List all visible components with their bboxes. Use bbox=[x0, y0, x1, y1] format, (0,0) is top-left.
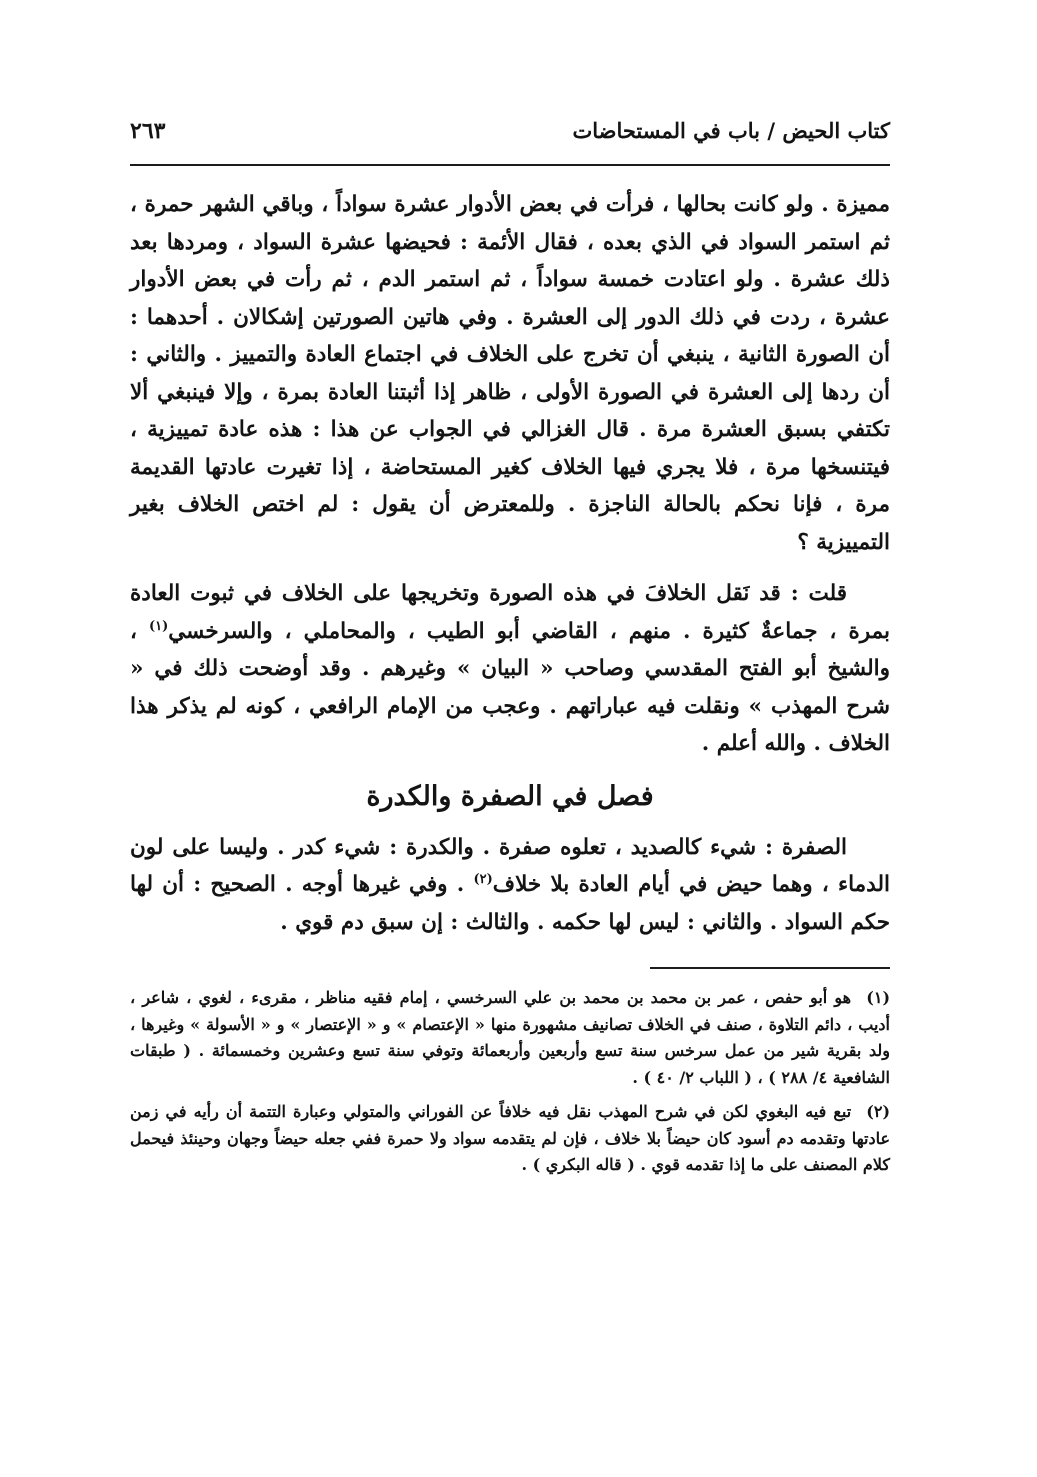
footnote-1-number: (١) bbox=[866, 988, 891, 1007]
footnote-2-number: (٢) bbox=[866, 1102, 891, 1121]
footnote-ref-2[interactable]: (٢) bbox=[473, 871, 493, 887]
paragraph-3-text-b: . وفي غيرها أوجه . الصحيح : أن لها حكم السواد . والثاني : ليس لها حكمه . والثالث : إن سبق دم قوي . bbox=[130, 872, 890, 935]
footnote-2-text: تبع فيه البغوي لكن في شرح المهذب نقل فيه خلافاً عن الفوراني والمتولي وعبارة التتمة أن رأيه في زمن عادتها وتقدمه دم أسود كان حيضاً بلا خلاف ، فإن لم يتقدمه سواد ولا حمرة ففي جعله حيضاً وجهان وحينئذ فيحمل كلام المصنف على ما إذا تقدمه قوي . ( قاله البكري ) . bbox=[130, 1102, 890, 1174]
paragraph-2-lead: قلت : bbox=[790, 581, 847, 606]
paragraph-3-text-a: الصفرة : شيء كالصديد ، تعلوه صفرة . والكدرة : شيء كدر . وليسا على لون الدماء ، وهما حيض في أيام العادة بلا خلاف bbox=[130, 834, 890, 897]
footnote-ref-1[interactable]: (١) bbox=[148, 618, 169, 634]
paragraph-1: مميزة . ولو كانت بحالها ، فرأت في بعض الأدوار عشرة سواداً ، وباقي الشهر حمرة ، ثم استمر السواد في الذي بعده ، فقال الأئمة : فحيضها عشرة السواد ، ومردها بعد ذلك عشرة . ولو اعتادت خمسة سواداً ، ثم استمر الدم ، ثم رأت في بعض الأدوار عشرة ، ردت في ذلك الدور إلى العشرة . وفي هاتين الصورتين إشكالان . أحدهما : أن الصورة الثانية ، ينبغي أن تخرج على الخلاف في اجتماع العادة والتمييز . والثاني : أن ردها إلى العشرة في الصورة الأولى ، ظاهر إذا أثبتنا العادة بمرة ، وإلا فينبغي ألا تكتفي بسبق العشرة مرة . قال الغزالي في الجواب عن هذا : هذه عادة تمييزية ، فيتنسخها مرة ، فلا يجري فيها الخلاف كغير المستحاضة ، إذا تغيرت عادتها القديمة مرة ، فإنا نحكم بالحالة الناجزة . وللمعترض أن يقول : لم اختص الخلاف بغير التمييزية ؟ bbox=[130, 192, 890, 555]
page-number: ٢٦٣ bbox=[130, 118, 166, 144]
footnote-1-text: هو أبو حفص ، عمر بن محمد بن محمد بن علي السرخسي ، إمام فقيه مناظر ، مقرىء ، لغوي ، شاعر ، أديب ، دائم التلاوة ، صنف في الخلاف تصانيف مشهورة منها « الإعتصام » و « الإعتصار » و « الأسولة » وغيرها ، ولد بقرية شير من عمل سرخس سنة تسع وأربعين وأربعمائة وتوفي سنة تسع وعشرين وخمسمائة . ( طبقات الشافعية ٤/ ٢٨٨ ) ، ( اللباب ٢/ ٤٠ ) . bbox=[130, 988, 890, 1087]
footnote-divider bbox=[650, 967, 890, 969]
running-header bbox=[130, 118, 890, 162]
footnote-1 bbox=[130, 985, 890, 1091]
paragraph-2 bbox=[130, 575, 890, 763]
header-title: كتاب الحيض / باب في المستحاضات bbox=[572, 118, 890, 143]
paragraph-3 bbox=[130, 829, 890, 942]
book-page bbox=[130, 118, 890, 1187]
paragraph-2-text-a: قد نَقل الخلافَ في هذه الصورة وتخريجها على الخلاف في ثبوت العادة بمرة ، جماعةٌ كثيرة . منهم ، القاضي أبو الطيب ، والمحاملي ، والسرخسي bbox=[130, 581, 890, 644]
footnote-2 bbox=[130, 1099, 890, 1179]
paragraph-2-text-b: ، والشيخ أبو الفتح المقدسي وصاحب « البيان » وغيرهم . وقد أوضحت ذلك في « شرح المهذب » ونقلت فيه عباراتهم . وعجب من الإمام الرافعي ، كونه لم يذكر هذا الخلاف . والله أعلم . bbox=[130, 618, 890, 756]
section-heading: فصل في الصفرة والكدرة bbox=[366, 780, 654, 812]
header-divider bbox=[130, 164, 890, 166]
